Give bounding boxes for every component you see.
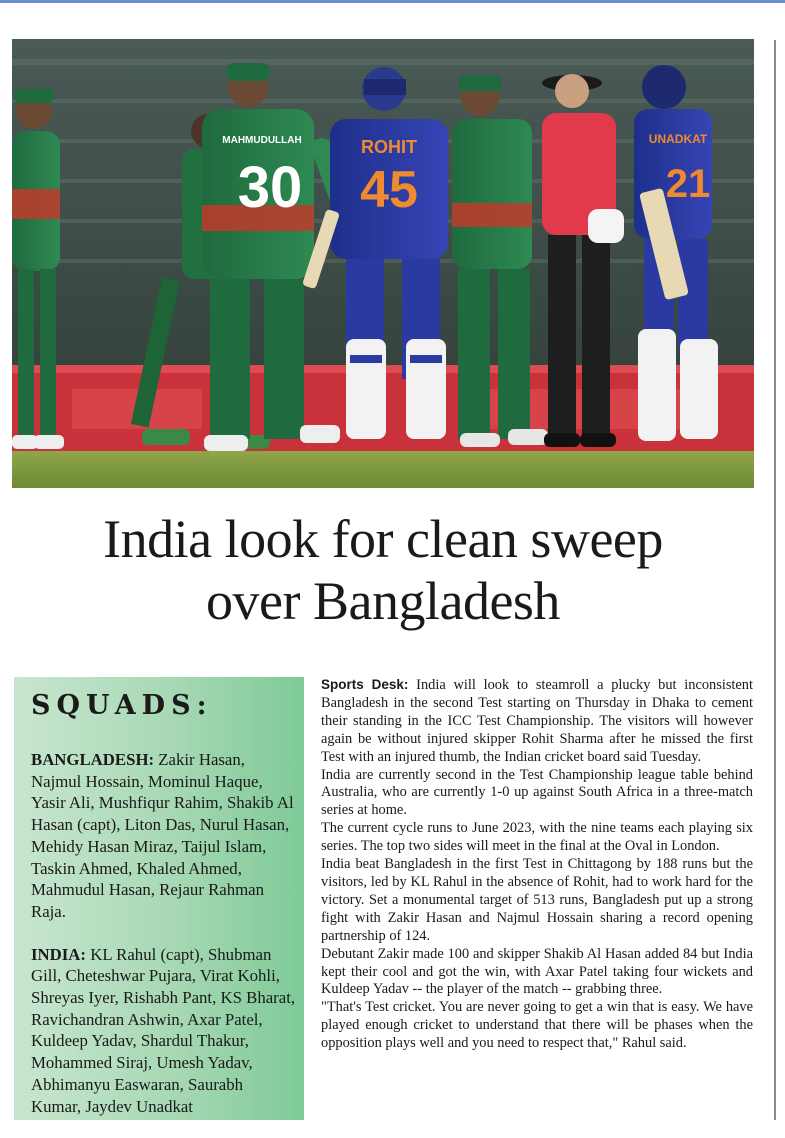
jersey-number-30: 30 [237,155,303,220]
headline [12,508,754,632]
article-paragraph: "That's Test cricket. You are never going to get a win that is easy. We have played enough cricket to understand that there will be phases when the opposition plays well and you need to respect that," Rahul said. [321,999,753,1052]
bangladesh-label: BANGLADESH: [31,750,155,769]
india-players: KL Rahul (capt), Shubman Gill, Cheteshwar Pujara, Virat Kohli, Shreyas Iyer, Rishabh Pant, KS Bharat, Ravichandran Ashwin, Axar Patel, Kuldeep Yadav, Shardul Thakur, Mohammed Siraj, Umesh Yadav, Abhimanyu Easwaran, Saurabh Kumar, Jaydev Unadkat [31,944,296,1116]
squads-title: SQUADS: [31,690,213,721]
bangladesh-squad [31,749,296,923]
top-rule [0,0,785,3]
jersey-name-unadkat: UNADKAT [648,132,708,146]
india-label: INDIA: [31,944,87,964]
jersey-number-45: 45 [360,161,418,219]
article-paragraph: India are currently second in the Test Championship league table behind Australia, who are currently 1-0 up against South Africa in a three-match series at home. [321,766,753,819]
lead-text: India will look to steamroll a plucky but inconsistent Bangladesh in the second Test starting on Thursday in Dhaka to cement their standing in the ICC Test Championship. The visitors will however again be without injured skipper Rohit Sharma after he missed the first Test with an injured thumb, the Indian cricket board said Tuesday. [321,677,753,765]
article-paragraph: The current cycle runs to June 2023, with the nine teams each playing six series. The top two sides will meet in the final at the Oval in London. [321,820,753,855]
jersey-number-21: 21 [665,162,711,206]
bangladesh-players: Zakir Hasan, Najmul Hossain, Mominul Haque, Yasir Ali, Mushfiqur Rahim, Shakib Al Hasan (capt), Liton Das, Nurul Hasan, Mehidy Hasan Miraz, Taijul Islam, Taskin Ahmed, Khaled Ahmed, Mahmudul Hasan, Rejaur Rahman Raja. [31,750,294,921]
article-lead-paragraph [321,676,753,767]
jersey-name-mahmudullah: MAHMUDULLAH [222,135,302,146]
article-paragraph: Debutant Zakir made 100 and skipper Shakib Al Hasan added 84 but India kept their cool and got the win, with Axar Patel taking four wickets and Kuldeep Yadav -- the player of the match -- grabbing three. [321,945,753,998]
column-rule [774,40,776,1120]
article-body [321,676,753,1053]
article-paragraph: India beat Bangladesh in the first Test in Chittagong by 188 runs but the visitors, led by KL Rahul in the absence of Rohit, had to work hard for the victory. Set a monumental target of 513 runs, Bangladesh put up a strong fight with Zakir Hasan and Najmul Hossain sharing a record opening partnership of 124. [321,856,753,944]
cricket-handshake-photo [12,39,754,488]
india-squad [31,944,296,1118]
headline-line-2: over Bangladesh [206,571,560,631]
dateline: Sports Desk: [321,677,409,692]
jersey-name-rohit: ROHIT [361,137,417,157]
headline-line-1: India look for clean sweep [103,509,663,569]
squads-box [14,677,304,1120]
